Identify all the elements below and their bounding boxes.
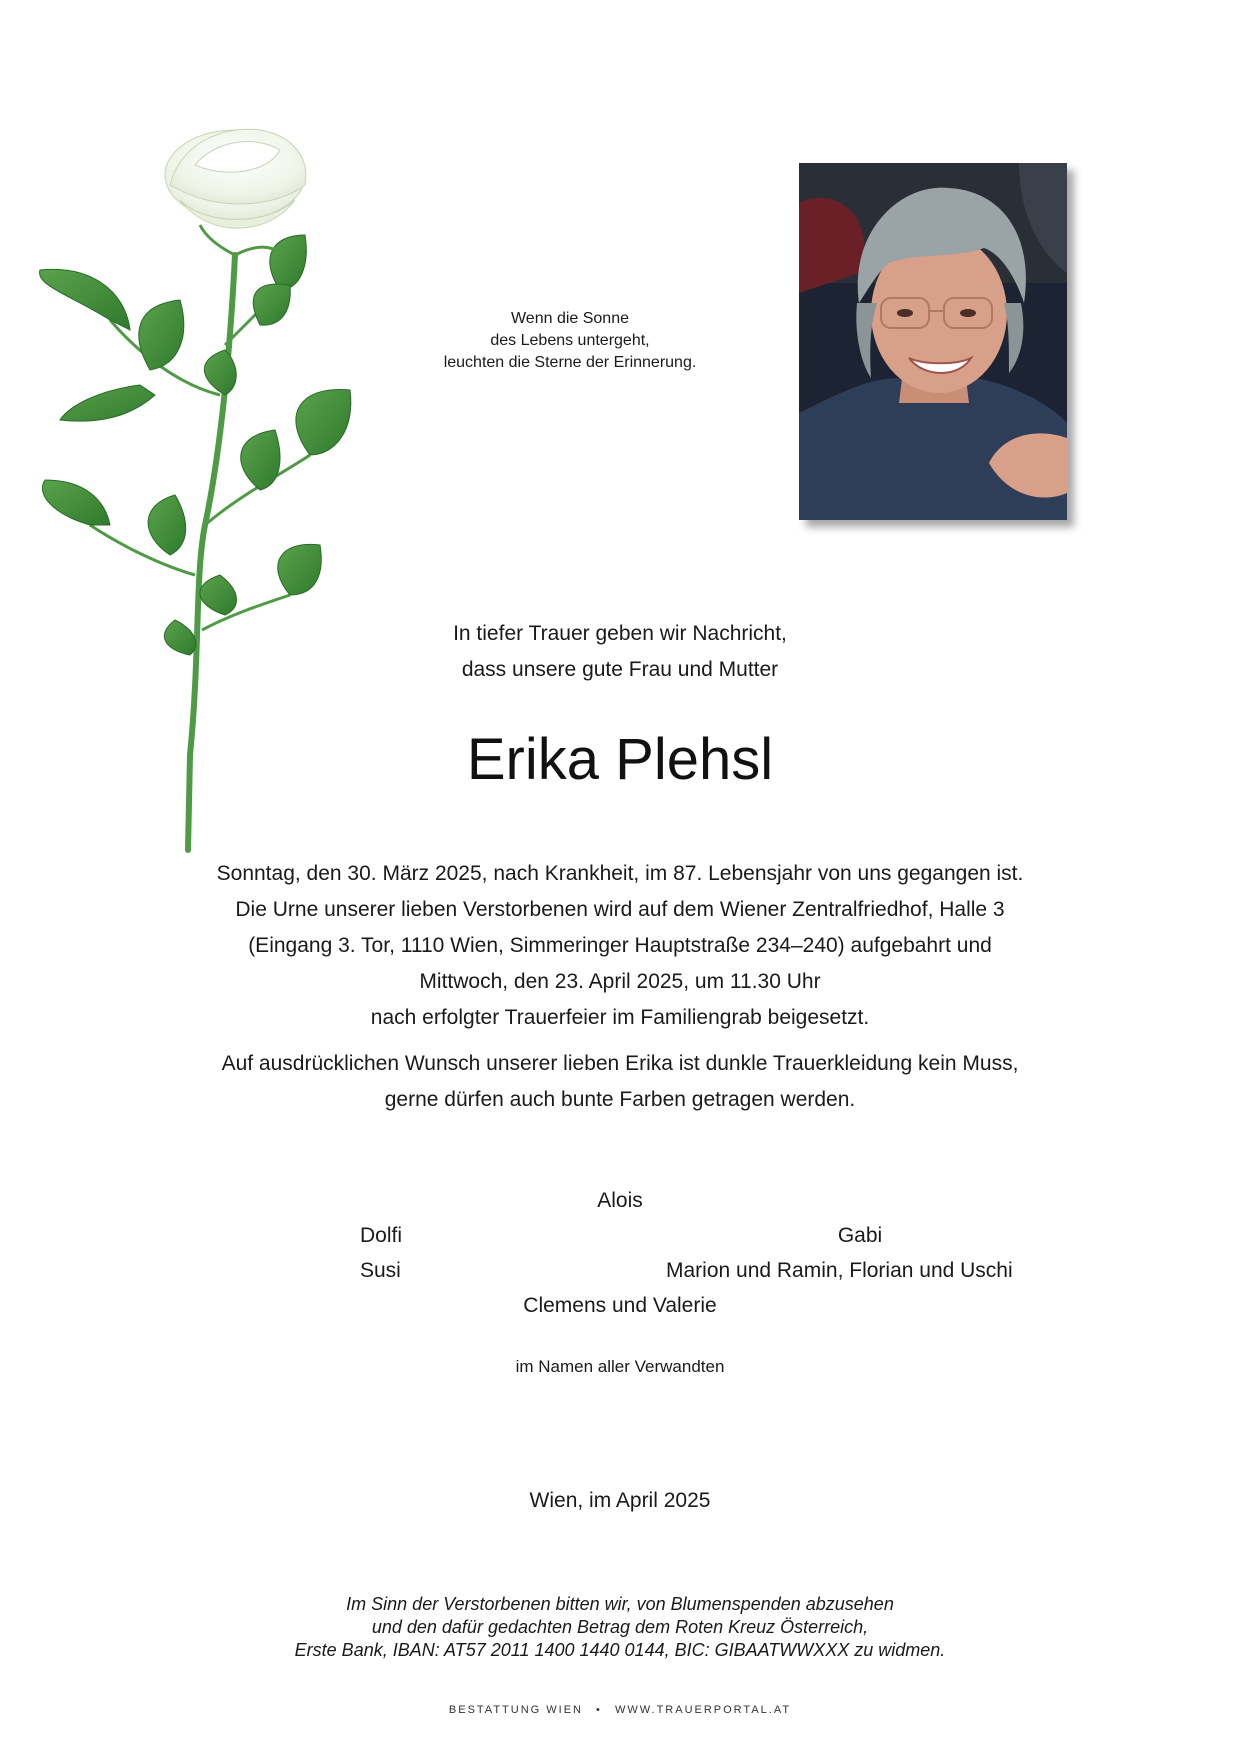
portrait-image (799, 163, 1067, 520)
family-member-left-2: Susi (360, 1259, 401, 1282)
body-line: gerne dürfen auch bunte Farben getragen werden. (384, 1088, 856, 1111)
quote-line: Wenn die Sonne (510, 310, 629, 327)
donation-line: Im Sinn der Verstorbenen bitten wir, von Blumenspenden abzusehen (346, 1594, 894, 1614)
deceased-name: Erika Plehsl (466, 727, 774, 792)
donation-note (170, 1593, 1070, 1662)
family-member-right-1: Gabi (837, 1224, 883, 1247)
body-line: Die Urne unserer lieben Verstorbenen wird auf dem Wiener Zentralfriedhof, Halle 3 (235, 898, 1005, 921)
quote-line: leuchten die Sterne der Erinnerung. (443, 354, 697, 371)
body-line: Mittwoch, den 23. April 2025, um 11.30 Uhr (419, 970, 821, 993)
family-member-right-2: Marion und Ramin, Florian und Uschi (666, 1259, 1013, 1282)
family-spouse: Alois (597, 1189, 643, 1212)
family-member-bottom: Clemens und Valerie (523, 1294, 717, 1317)
donation-line: und den dafür gedachten Betrag dem Roten Kreuz Österreich, (371, 1617, 869, 1637)
footer-company: BESTATTUNG WIEN (448, 1704, 583, 1716)
footer-website-link[interactable]: WWW.TRAUERPORTAL.AT (614, 1704, 792, 1716)
body-line: Sonntag, den 30. März 2025, nach Krankheit, im 87. Lebensjahr von uns gegangen ist. (216, 862, 1024, 885)
footer-separator: • (596, 1704, 602, 1716)
place-date: Wien, im April 2025 (529, 1489, 711, 1512)
announcement-intro (320, 616, 920, 688)
footer (320, 1702, 920, 1718)
memorial-quote (400, 308, 740, 374)
on-behalf-note: im Namen aller Verwandten (515, 1357, 725, 1376)
intro-line: dass unsere gute Frau und Mutter (461, 658, 779, 681)
body-line: (Eingang 3. Tor, 1110 Wien, Simmeringer Hauptstraße 234–240) aufgebahrt und (248, 934, 992, 957)
family-member-left-1: Dolfi (360, 1224, 403, 1247)
body-line: nach erfolgter Trauerfeier im Familiengrab beigesetzt. (370, 1006, 870, 1029)
paragraph-gap (150, 1036, 1090, 1046)
portrait-photo (799, 163, 1067, 520)
intro-line: In tiefer Trauer geben wir Nachricht, (453, 622, 787, 645)
donation-line: Erste Bank, IBAN: AT57 2011 1400 1440 0144, BIC: GIBAATWWXXX zu widmen. (294, 1640, 946, 1660)
quote-line: des Lebens untergeht, (490, 332, 650, 349)
obituary-body (150, 856, 1090, 1118)
body-line: Auf ausdrücklichen Wunsch unserer lieben Erika ist dunkle Trauerkleidung kein Muss, (221, 1052, 1019, 1075)
